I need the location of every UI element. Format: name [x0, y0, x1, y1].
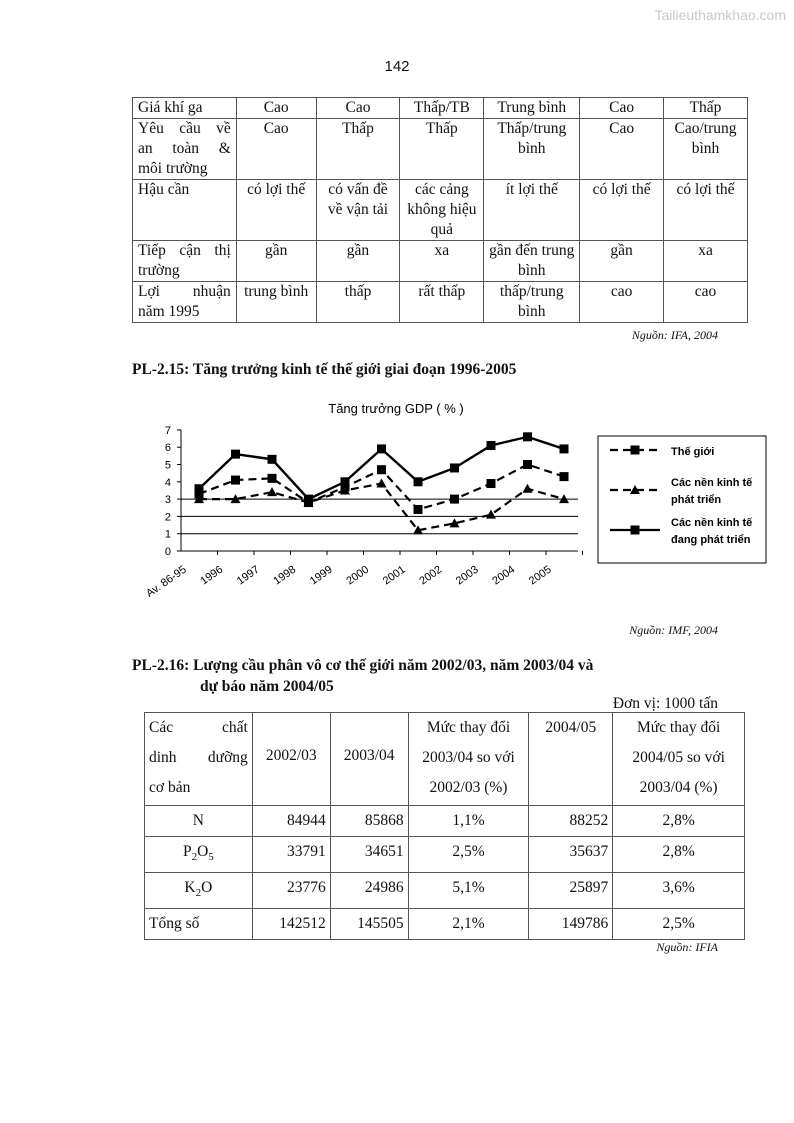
row-label-line: năm 1995	[138, 303, 200, 320]
unit-label: Đơn vị: 1000 tấn	[612, 695, 718, 712]
nutrient-name	[145, 837, 253, 873]
table1-row-label	[133, 119, 237, 180]
table1-row-label	[133, 241, 237, 282]
nutrient-subscript: 2	[191, 851, 198, 864]
table1-cell: xa	[664, 241, 748, 282]
y-tick-label: 6	[164, 442, 171, 455]
data-point	[377, 465, 386, 474]
table2-cell: 2,5%	[613, 909, 745, 940]
table2-header-cell	[613, 713, 745, 806]
table1-cell: Thấp/trung bình	[484, 119, 580, 180]
nutrient-symbol: N	[192, 812, 204, 829]
table2-cell: 25897	[529, 873, 613, 909]
nutrient-name	[145, 873, 253, 909]
table2-cell: 3,6%	[613, 873, 745, 909]
nutrient-symbol-rest: O	[201, 879, 213, 897]
legend-label: đang phát triển	[671, 534, 751, 546]
row-label-line: Yêu cầu về	[138, 120, 231, 137]
data-point	[631, 526, 640, 535]
nutrient-symbol-rest: O	[197, 843, 209, 860]
table1-cell: thấp	[316, 282, 400, 323]
table1-cell: ít lợi thế	[484, 180, 580, 241]
table1-cell: Thấp/TB	[400, 98, 484, 119]
table1-row-label	[133, 98, 237, 119]
x-tick-label: 2000	[344, 563, 372, 588]
table2-cell: 145505	[330, 909, 408, 940]
table1-cell: cao	[580, 282, 664, 323]
data-point	[268, 455, 277, 464]
chart-title: Tăng trưởng GDP ( % )	[328, 401, 464, 416]
table1-cell: gần	[316, 241, 400, 282]
data-point	[450, 495, 459, 504]
y-tick-label: 2	[164, 511, 171, 524]
table2-header-cell	[529, 713, 613, 806]
x-tick-label: Av. 86-95	[144, 563, 189, 600]
legend-label: Các nền kinh tế	[671, 517, 753, 529]
table1-cell: Cao/trung bình	[664, 119, 748, 180]
table2-cell: 149786	[529, 909, 613, 940]
chart-grid	[181, 499, 578, 534]
chart-series	[194, 432, 569, 534]
table1-cell: Thấp	[316, 119, 400, 180]
table1-source: Nguồn: IFA, 2004	[631, 328, 718, 342]
row-label-line: môi trường	[138, 160, 208, 177]
data-point	[231, 450, 240, 459]
header-line: 2002/03 (%)	[429, 779, 508, 796]
y-tick-label: 1	[164, 528, 171, 541]
data-point	[414, 477, 423, 486]
table1-cell: các cảng không hiệu quả	[400, 180, 484, 241]
y-axis	[165, 425, 181, 558]
nutrient-name	[145, 806, 253, 837]
header-line: 2003/04 (%)	[639, 779, 718, 796]
header-line: 2003/04 so với	[422, 749, 515, 766]
section-215-heading: PL-2.15: Tăng trưởng kinh tế thế giới giai đoạn 1996-2005	[132, 361, 517, 378]
data-point	[304, 495, 313, 504]
table2-cell: 34651	[330, 837, 408, 873]
y-tick-label: 4	[164, 476, 171, 489]
nutrient-symbol: K	[184, 879, 196, 897]
table1-cell: cao	[664, 282, 748, 323]
table1-cell: trung bình	[236, 282, 316, 323]
chart-source: Nguồn: IMF, 2004	[629, 623, 718, 637]
table2-row	[145, 873, 745, 909]
data-point	[523, 460, 532, 469]
table2-cell: 2,8%	[613, 806, 745, 837]
table2-cell: 2,5%	[408, 837, 529, 873]
nutrient-symbol: Tổng số	[149, 915, 200, 933]
table1-cell: Cao	[316, 98, 400, 119]
data-point	[631, 446, 640, 455]
table1-cell: rất thấp	[400, 282, 484, 323]
watermark: Tailieuthamkhao.com	[654, 7, 786, 23]
table1-row-label	[133, 180, 237, 241]
table2-cell: 23776	[252, 873, 330, 909]
table2-header-row	[145, 713, 745, 806]
table2-cell: 24986	[330, 873, 408, 909]
data-point	[450, 463, 459, 472]
x-tick-label: 2005	[526, 563, 554, 588]
table2-header-cell	[330, 713, 408, 806]
data-point	[377, 444, 386, 453]
header-line: Mức thay đổi	[636, 719, 721, 736]
header-line: 2004/05	[545, 719, 597, 736]
series-line	[199, 484, 564, 531]
table2-cell: 142512	[252, 909, 330, 940]
fertilizer-demand-table	[144, 712, 745, 940]
table2-cell: 84944	[252, 806, 330, 837]
legend-label: Thế giới	[671, 446, 715, 458]
page-number: 142	[384, 58, 410, 75]
table1-cell: Cao	[236, 119, 316, 180]
data-point	[560, 472, 569, 481]
table2-cell: 85868	[330, 806, 408, 837]
x-axis	[144, 551, 582, 600]
x-tick-label: 1997	[234, 563, 262, 588]
comparison-table	[132, 97, 748, 323]
header-line: Mức thay đổi	[426, 719, 511, 736]
table1-cell: có lợi thế	[236, 180, 316, 241]
nutrient-name	[145, 909, 253, 940]
nutrient-subscript: 5	[208, 851, 214, 864]
table2-cell: 88252	[529, 806, 613, 837]
header-line: 2003/04	[343, 747, 395, 764]
table1-cell: Trung bình	[484, 98, 580, 119]
table2-row	[145, 837, 745, 873]
legend-label: phát triển	[671, 494, 722, 506]
gdp-growth-chart	[132, 393, 772, 623]
y-tick-label: 0	[164, 546, 171, 558]
table2-cell: 33791	[252, 837, 330, 873]
data-point	[487, 479, 496, 488]
table1-cell: xa	[400, 241, 484, 282]
header-line: 2004/05 so với	[632, 749, 725, 766]
data-point	[523, 432, 532, 441]
table1-cell: Thấp	[400, 119, 484, 180]
table1-row	[133, 241, 748, 282]
x-tick-label: 2001	[380, 563, 408, 588]
x-tick-label: 1996	[198, 563, 226, 588]
y-tick-label: 3	[164, 494, 171, 507]
y-tick-label: 7	[164, 424, 171, 437]
table1-cell: Thấp	[664, 98, 748, 119]
data-point	[231, 476, 240, 485]
row-label-line: Tiếp cận thị	[138, 242, 231, 259]
table1-cell: có vấn đề về vận tải	[316, 180, 400, 241]
row-label-line: Giá khí ga	[138, 99, 203, 116]
table2-header-cell	[145, 713, 253, 806]
table2-row	[145, 909, 745, 940]
table2-source: Nguồn: IFIA	[656, 940, 718, 954]
data-point	[341, 477, 350, 486]
data-point	[195, 484, 204, 493]
table2-header-cell	[252, 713, 330, 806]
x-tick-label: 2002	[417, 563, 445, 588]
data-point	[523, 484, 533, 493]
header-line: cơ bản	[149, 779, 191, 796]
table1-row	[133, 282, 748, 323]
data-point	[267, 487, 277, 496]
legend-label: Các nền kinh tế	[671, 477, 753, 489]
x-tick-label: 2004	[490, 563, 518, 588]
header-line: Các chất	[149, 719, 248, 736]
data-point	[377, 479, 387, 488]
table1-cell: có lợi thế	[580, 180, 664, 241]
y-tick-label: 5	[164, 459, 171, 472]
table1-cell: Cao	[580, 98, 664, 119]
table2-cell: 1,1%	[408, 806, 529, 837]
table2-header-cell	[408, 713, 529, 806]
series-các-nền-kinh-tế-phát-triển	[194, 479, 569, 535]
row-label-line: Lợi nhuận	[138, 283, 231, 300]
table1-cell: Cao	[580, 119, 664, 180]
section-216-heading	[132, 655, 593, 697]
table2-cell: 35637	[529, 837, 613, 873]
table2-cell: 5,1%	[408, 873, 529, 909]
table2-cell: 2,8%	[613, 837, 745, 873]
nutrient-symbol: P	[182, 843, 192, 860]
table1-row-label	[133, 282, 237, 323]
table1-cell: gần đến trung bình	[484, 241, 580, 282]
table1-row	[133, 180, 748, 241]
table2-row	[145, 806, 745, 837]
row-label-line: an toàn &	[138, 140, 231, 157]
header-line: 2002/03	[265, 747, 317, 764]
x-tick-label: 1999	[307, 563, 335, 588]
section-216-heading-line2: dự báo năm 2004/05	[200, 678, 334, 695]
table1-cell: thấp/trung bình	[484, 282, 580, 323]
data-point	[268, 474, 277, 483]
table1-row	[133, 119, 748, 180]
x-tick-label: 2003	[453, 563, 481, 588]
table2-cell: 2,1%	[408, 909, 529, 940]
section-216-heading-line1: PL-2.16: Lượng cầu phân vô cơ thế giới năm 2002/03, năm 2003/04 và	[132, 657, 594, 674]
x-tick-label: 1998	[271, 563, 299, 588]
table1-cell: gần	[580, 241, 664, 282]
data-point	[560, 444, 569, 453]
data-point	[487, 441, 496, 450]
table1-cell: có lợi thế	[664, 180, 748, 241]
table1-cell: Cao	[236, 98, 316, 119]
table1-cell: gần	[236, 241, 316, 282]
table1-row	[133, 98, 748, 119]
row-label-line: trường	[138, 262, 180, 279]
chart-legend	[598, 436, 766, 563]
row-label-line: Hậu cần	[138, 181, 190, 198]
header-line: dinh dưỡng	[149, 749, 248, 766]
nutrient-subscript: 2	[195, 887, 202, 900]
data-point	[414, 505, 423, 514]
